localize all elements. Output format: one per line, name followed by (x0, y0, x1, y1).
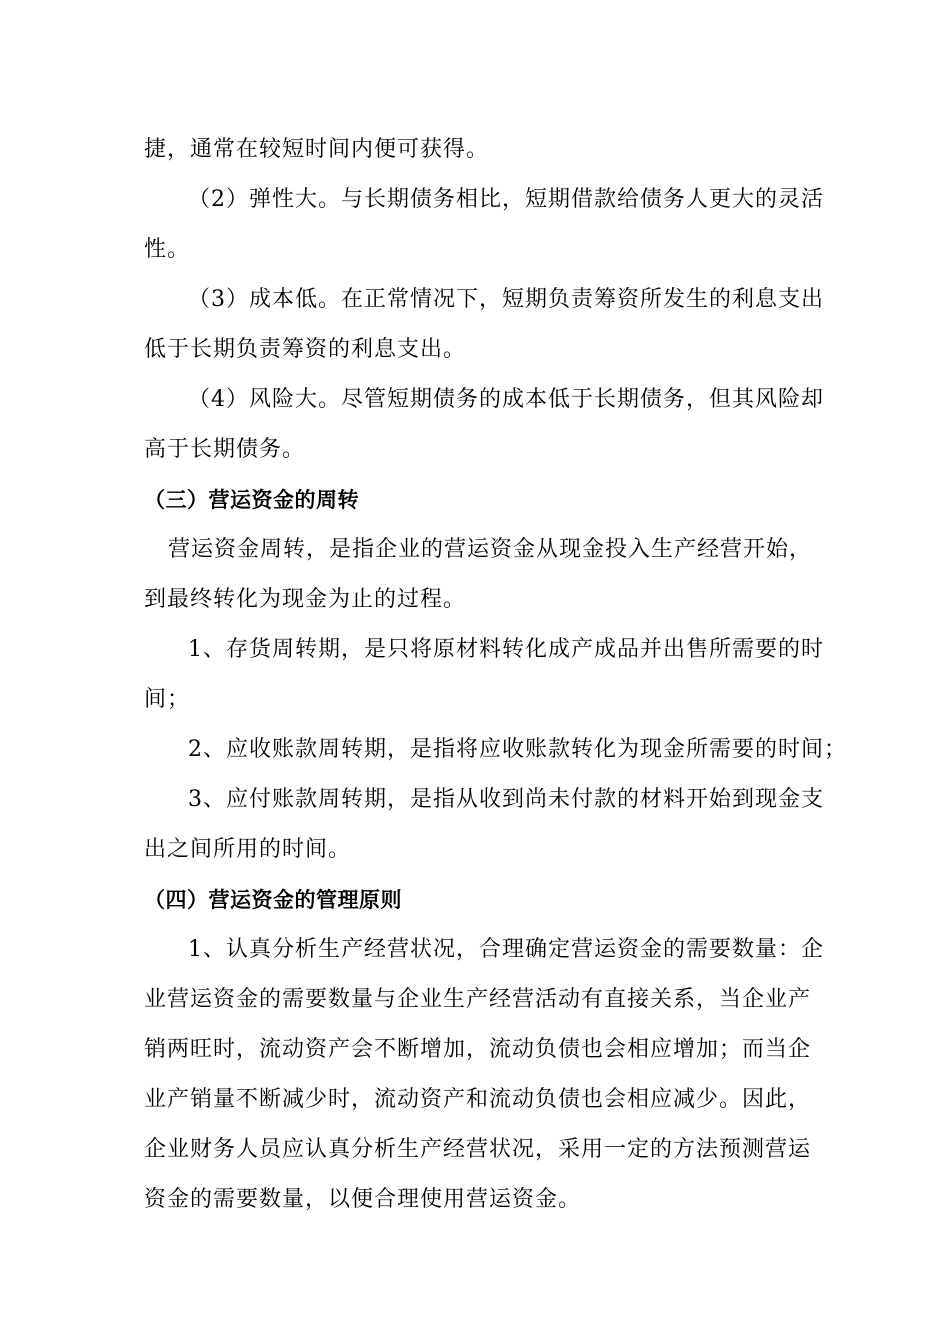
list-item-inventory-period: 1、存货周转期，是只将原材料转化成产成品并出售所需要的时 (188, 637, 824, 662)
paragraph-line: 资金的需要数量，以便合理使用营运资金。 (144, 1187, 582, 1212)
paragraph-line: 销两旺时，流动资产会不断增加，流动负债也会相应增加；而当企 (144, 1037, 812, 1062)
list-item-high-risk: （4）风险大。尽管短期债务的成本低于长期债务，但其风险却 (188, 387, 824, 412)
paragraph-line: 企业财务人员应认真分析生产经营状况，采用一定的方法预测营运 (144, 1137, 812, 1162)
list-item-payables-period: 3、应付账款周转期，是指从收到尚未付款的材料开始到现金支 (188, 787, 824, 812)
list-item-analyze-operations: 1、认真分析生产经营状况，合理确定营运资金的需要数量：企 (188, 937, 824, 962)
paragraph-line: 出之间所用的时间。 (144, 837, 352, 862)
paragraph-line: 低于长期负责筹资的利息支出。 (144, 337, 467, 362)
paragraph-line: 间； (144, 687, 191, 712)
paragraph-line: 业营运资金的需要数量与企业生产经营活动有直接关系，当企业产 (144, 987, 812, 1012)
section-heading-principles: （四）营运资金的管理原则 (144, 888, 402, 912)
paragraph-line: 营运资金周转，是指企业的营运资金从现金投入生产经营开始， (168, 537, 813, 562)
paragraph-line: 到最终转化为现金为止的过程。 (144, 587, 467, 612)
list-item-elasticity: （2）弹性大。与长期债务相比，短期借款给债务人更大的灵活 (188, 187, 824, 212)
paragraph-line: 性。 (144, 237, 191, 262)
list-item-receivables-period: 2、应收账款周转期，是指将应收账款转化为现金所需要的时间； (188, 737, 847, 762)
paragraph-line: 高于长期债务。 (144, 437, 306, 462)
paragraph-line: 捷，通常在较短时间内便可获得。 (144, 137, 490, 162)
section-heading-turnover: （三）营运资金的周转 (144, 488, 359, 512)
paragraph-line: 业产销量不断减少时，流动资产和流动负债也会相应减少。因此， (144, 1087, 812, 1112)
list-item-low-cost: （3）成本低。在正常情况下，短期负责筹资所发生的利息支出 (188, 287, 824, 312)
